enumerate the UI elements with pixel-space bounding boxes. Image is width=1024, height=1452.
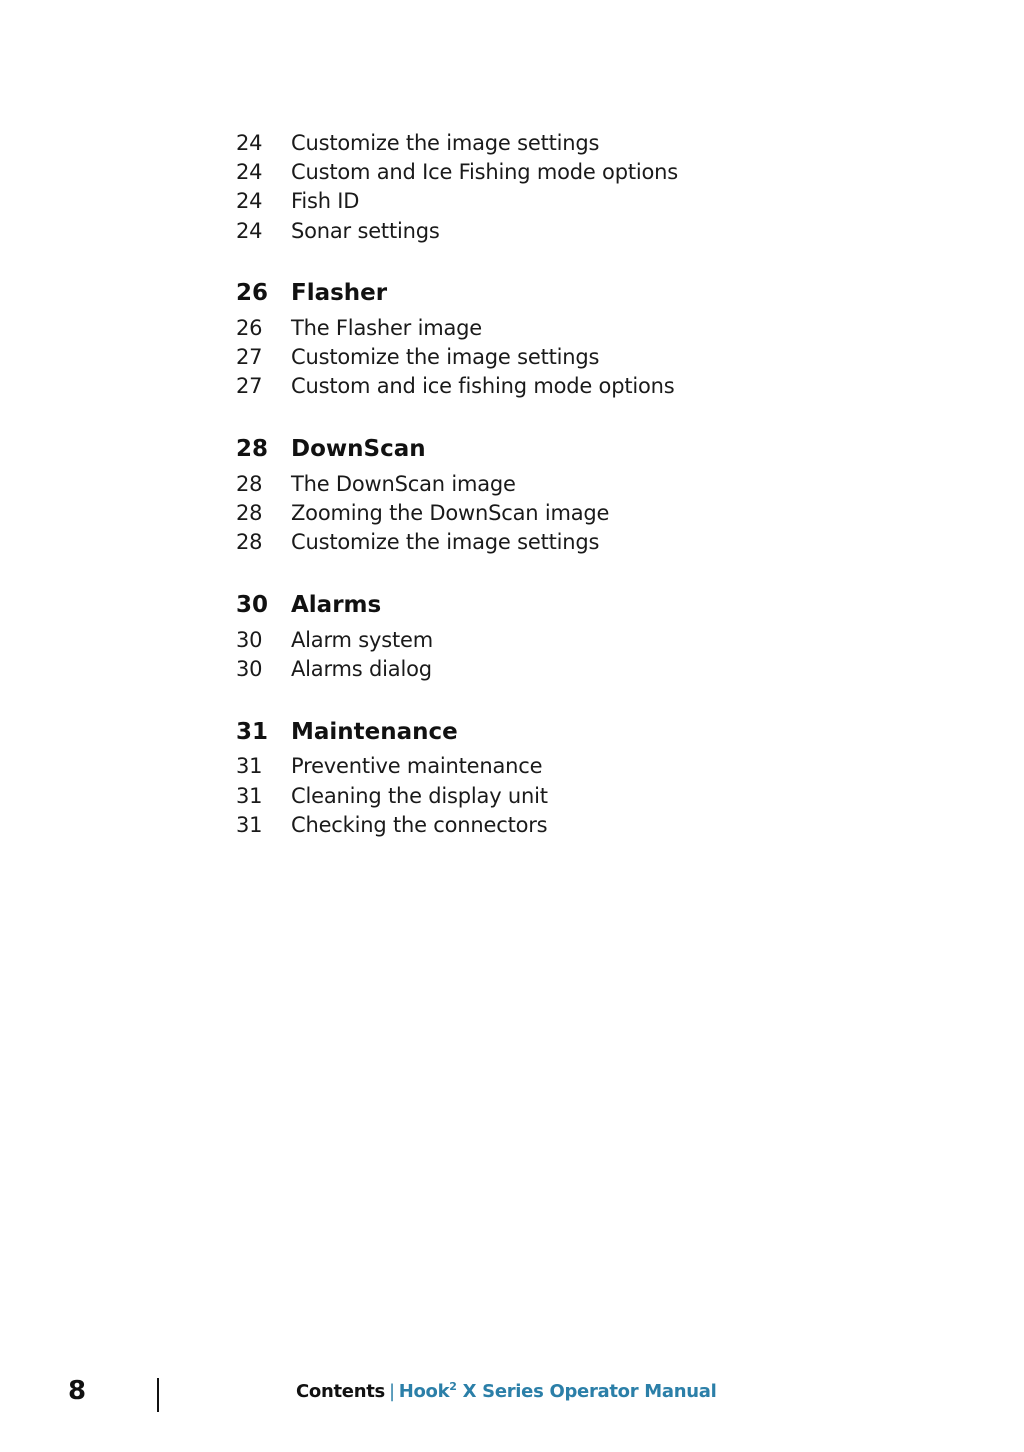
toc-section-heading[interactable] <box>236 714 856 750</box>
toc-entry[interactable] <box>236 625 856 654</box>
toc-entry-title: Preventive maintenance <box>291 754 543 779</box>
toc-entry-page: 28 <box>236 471 263 496</box>
toc-entry-page: 24 <box>236 218 263 243</box>
toc-entry-title: Fish ID <box>291 189 360 214</box>
toc-entry-page: 31 <box>236 812 263 837</box>
toc-entry-title: Zooming the DownScan image <box>291 501 610 526</box>
footer-section-name: Contents <box>296 1381 385 1402</box>
page-number: 8 <box>68 1376 87 1406</box>
toc-entry-page: 28 <box>236 501 263 526</box>
toc-entry-page: 24 <box>236 130 263 155</box>
toc-heading-title: Maintenance <box>291 718 458 745</box>
toc-entry[interactable] <box>236 810 856 839</box>
toc-section-heading[interactable] <box>236 431 856 467</box>
toc-entry-title: Custom and Ice Fishing mode options <box>291 159 679 184</box>
toc-entry[interactable] <box>236 187 856 216</box>
footer-divider <box>157 1378 159 1412</box>
toc-entry-title: Custom and ice fishing mode options <box>291 374 675 399</box>
footer-separator: | <box>388 1381 395 1402</box>
toc-section-maintenance <box>236 714 856 840</box>
running-footer <box>296 1380 717 1402</box>
toc-entry[interactable] <box>236 469 856 498</box>
toc-entry-page: 31 <box>236 754 263 779</box>
toc-entry-title: Customize the image settings <box>291 345 600 370</box>
toc-entry[interactable] <box>236 528 856 557</box>
manual-title-suffix: X Series Operator Manual <box>456 1381 717 1402</box>
toc-entry-title: Alarms dialog <box>291 656 432 681</box>
toc-entry-title: The Flasher image <box>291 315 483 340</box>
toc-entry[interactable] <box>236 128 856 157</box>
toc-heading-title: Alarms <box>291 591 382 618</box>
toc-entry[interactable] <box>236 216 856 245</box>
toc-section-flasher <box>236 275 856 401</box>
toc-entry-page: 30 <box>236 627 263 652</box>
toc-entry[interactable] <box>236 342 856 371</box>
toc-entry-page: 26 <box>236 315 263 340</box>
toc-entry-title: Checking the connectors <box>291 812 548 837</box>
toc-entry-page: 27 <box>236 345 263 370</box>
toc-entry-page: 28 <box>236 530 263 555</box>
toc-intro-section <box>236 128 856 245</box>
toc-entry-page: 24 <box>236 159 263 184</box>
toc-section-heading[interactable] <box>236 275 856 311</box>
toc-entry-title: Cleaning the display unit <box>291 783 548 808</box>
toc-entry-page: 24 <box>236 189 263 214</box>
toc-entry[interactable] <box>236 654 856 683</box>
toc-entry[interactable] <box>236 752 856 781</box>
toc-entry-title: The DownScan image <box>291 471 516 496</box>
toc-entry-title: Alarm system <box>291 627 433 652</box>
toc-entry-page: 31 <box>236 783 263 808</box>
table-of-contents <box>236 128 856 869</box>
toc-heading-page: 28 <box>236 436 269 463</box>
toc-entry[interactable] <box>236 313 856 342</box>
toc-heading-title: DownScan <box>291 436 426 463</box>
toc-entry-page: 27 <box>236 374 263 399</box>
toc-section-alarms <box>236 587 856 684</box>
toc-entry-page: 30 <box>236 656 263 681</box>
toc-entry-title: Sonar settings <box>291 218 440 243</box>
manual-title-prefix: Hook <box>398 1381 450 1402</box>
footer-manual-title <box>399 1381 717 1402</box>
toc-heading-title: Flasher <box>291 280 388 307</box>
page-footer <box>0 1372 1024 1412</box>
toc-entry[interactable] <box>236 372 856 401</box>
manual-title-superscript: 2 <box>449 1380 457 1393</box>
toc-entry[interactable] <box>236 781 856 810</box>
toc-heading-page: 30 <box>236 591 269 618</box>
toc-entry[interactable] <box>236 498 856 527</box>
toc-entry-title: Customize the image settings <box>291 530 600 555</box>
toc-section-downscan <box>236 431 856 557</box>
toc-heading-page: 31 <box>236 718 269 745</box>
toc-section-heading[interactable] <box>236 587 856 623</box>
toc-entry-title: Customize the image settings <box>291 130 600 155</box>
toc-entry[interactable] <box>236 157 856 186</box>
toc-heading-page: 26 <box>236 280 269 307</box>
